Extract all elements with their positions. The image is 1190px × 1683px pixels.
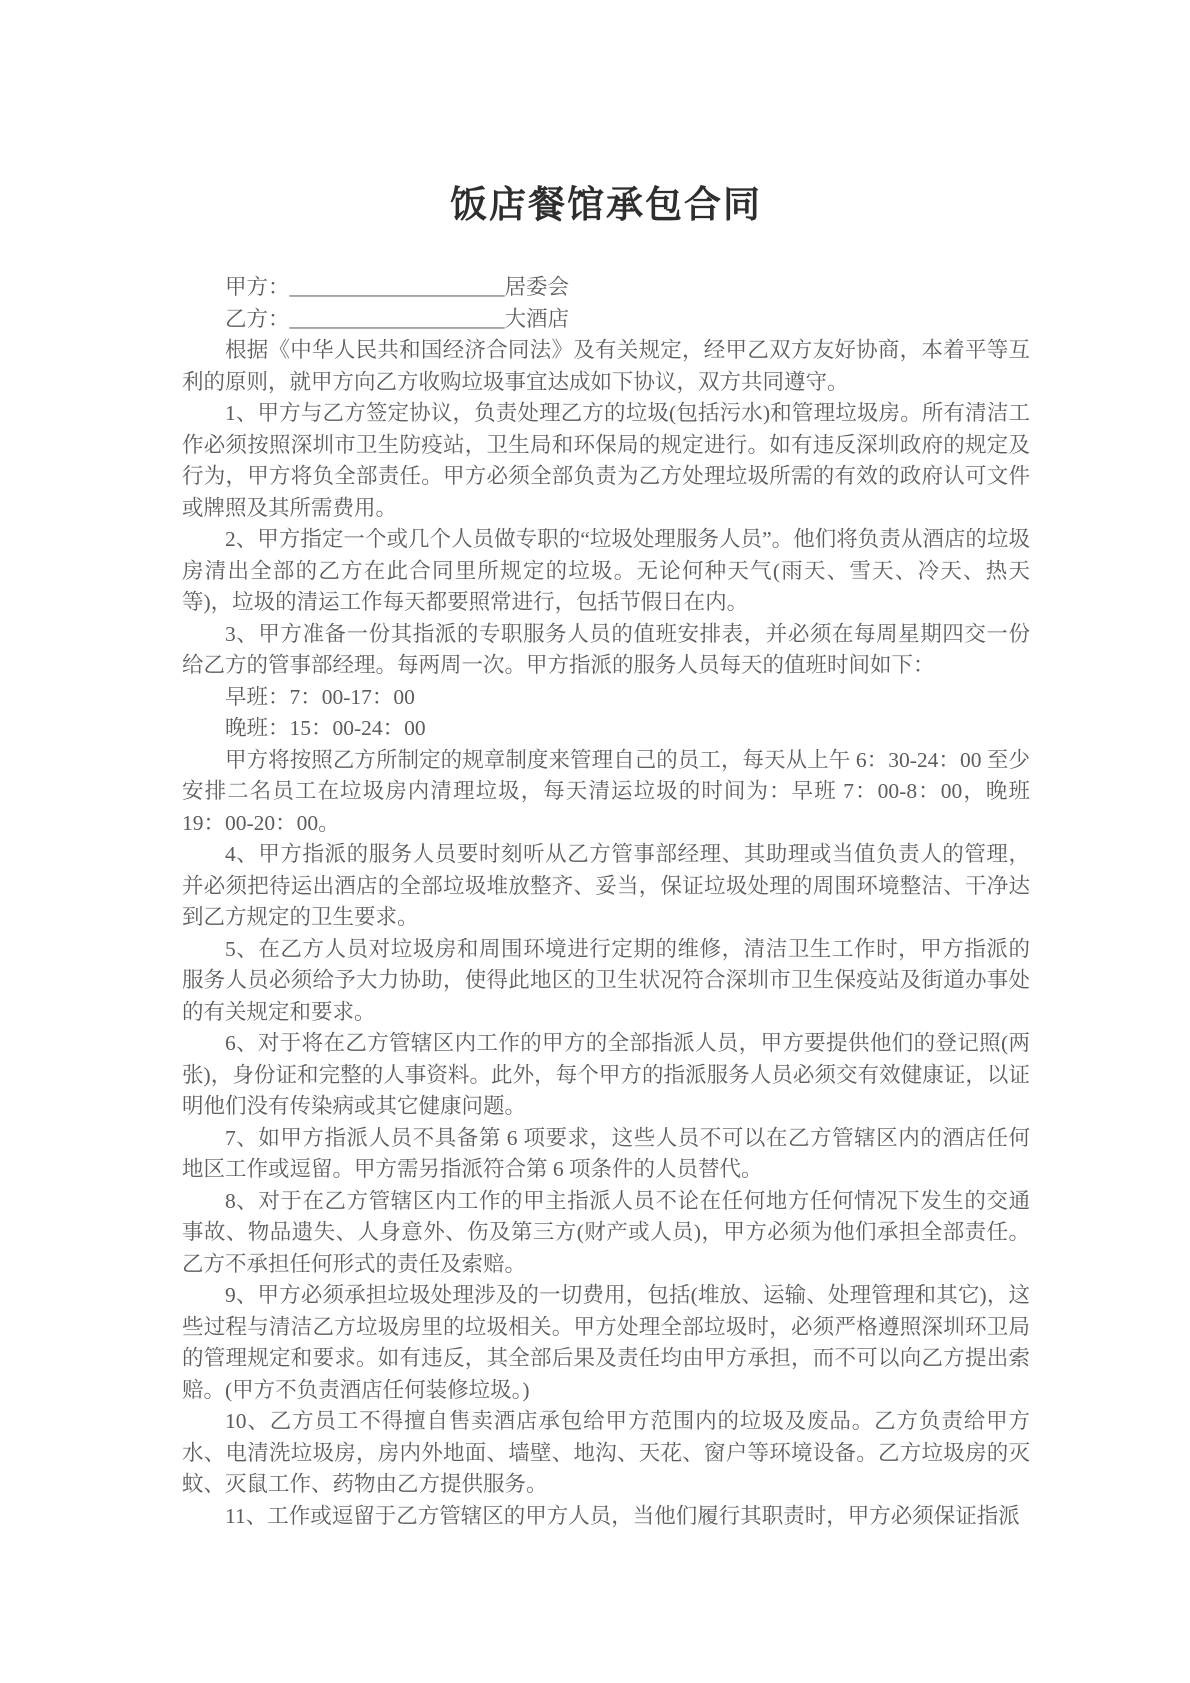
party-b-blank-field: ____________________ <box>289 306 505 331</box>
party-a-blank-field: ____________________ <box>289 275 505 299</box>
party-b-label: 乙方： <box>225 306 290 331</box>
paragraph-preamble: 根据《中华人民共和国经济合同法》及有关规定，经甲乙双方友好协商，本着平等互利的原则，就甲方向乙方收购垃圾事宜达成如下协议，双方共同遵守。 <box>182 338 1030 394</box>
paragraph-clause-2: 2、甲方指定一个或几个人员做专职的“垃圾处理服务人员”。他们将负责从酒店的垃圾房清出全部的乙方在此合同里所规定的垃圾。无论何种天气(雨天、雪天、冷天、热天等)，垃圾的清运工作每天都要照常进行，包括节假日在内。 <box>182 527 1030 614</box>
party-b-suffix: 大酒店 <box>504 306 570 331</box>
paragraph-clause-3: 3、甲方准备一份其指派的专职服务人员的值班安排表，并必须在每周星期四交一份给乙方的管事部经理。每两周一次。甲方指派的服务人员每天的值班时间如下： <box>182 621 1030 677</box>
paragraph-clause-11: 11、工作或逗留于乙方管辖区的甲方人员，当他们履行其职责时，甲方必须保证指派 <box>225 1503 1020 1528</box>
party-b-line <box>182 304 1030 336</box>
paragraph-clause-5: 5、在乙方人员对垃圾房和周围环境进行定期的维修，清洁卫生工作时，甲方指派的服务人员必须给予大力协助，使得此地区的卫生状况符合深圳市卫生保疫站及街道办事处的有关规定和要求。 <box>182 936 1030 1024</box>
morning-shift-line: 早班：7：00-17：00 <box>225 684 415 709</box>
paragraph-clause-10: 10、乙方员工不得擅自售卖酒店承包给甲方范围内的垃圾及废品。乙方负责给甲方水、电清洗垃圾房，房内外地面、墙壁、地沟、天花、窗户等环境设备。乙方垃圾房的灭蚊、灭鼠工作、药物由乙方提供服务。 <box>182 1409 1030 1496</box>
document-title: 饭店餐馆承包合同 <box>450 185 762 226</box>
paragraph-clause-8: 8、对于在乙方管辖区内工作的甲主指派人员不论在任何地方任何情况下发生的交通事故、物品遗失、人身意外、伤及第三方(财产或人员)，甲方必须为他们承担全部责任。乙方不承担任何形式的责任及索赔。 <box>182 1188 1030 1276</box>
paragraph-clause-1: 1、甲方与乙方签定协议，负责处理乙方的垃圾(包括污水)和管理垃圾房。所有清洁工作必须按照深圳市卫生防疫站，卫生局和环保局的规定进行。如有违反深圳政府的规定及行为，甲方将负全部责任。甲方必须全部负责为乙方处理垃圾所需的有效的政府认可文件或牌照及其所需费用。 <box>182 401 1030 520</box>
party-a-line <box>182 272 1030 304</box>
paragraph-clause-3b: 甲方将按照乙方所制定的规章制度来管理自己的员工，每天从上午 6：30-24：00 至少安排二名员工在垃圾房内清理垃圾，每天清运垃圾的时间为：早班 7：00-8：00，晚班 19：00-20：00。 <box>182 747 1030 835</box>
paragraph-clause-7: 7、如甲方指派人员不具备第 6 项要求，这些人员不可以在乙方管辖区内的酒店任何地区工作或逗留。甲方需另指派符合第 6 项条件的人员替代。 <box>182 1125 1030 1181</box>
party-a-label: 甲方： <box>225 275 290 299</box>
paragraph-clause-9: 9、甲方必须承担垃圾处理涉及的一切费用，包括(堆放、运输、处理管理和其它)，这些过程与清洁乙方垃圾房里的垃圾相关。甲方处理全部垃圾时，必须严格遵照深圳环卫局的管理规定和要求。如有违反，其全部后果及责任均由甲方承担，而不可以向乙方提出索赔。(甲方不负责酒店任何装修垃圾。) <box>182 1283 1030 1402</box>
paragraph-clause-6: 6、对于将在乙方管辖区内工作的甲方的全部指派人员，甲方要提供他们的登记照(两张)，身份证和完整的人事资料。此外，每个甲方的指派服务人员必须交有效健康证，以证明他们没有传染病或其它健康问题。 <box>182 1031 1030 1118</box>
paragraph-clause-4: 4、甲方指派的服务人员要时刻听从乙方管事部经理、其助理或当值负责人的管理，并必须把待运出酒店的全部垃圾堆放整齐、妥当，保证垃圾处理的周围环境整洁、干净达到乙方规定的卫生要求。 <box>182 842 1030 929</box>
party-a-suffix: 居委会 <box>504 275 570 299</box>
evening-shift-line: 晚班：15：00-24：00 <box>225 716 426 740</box>
